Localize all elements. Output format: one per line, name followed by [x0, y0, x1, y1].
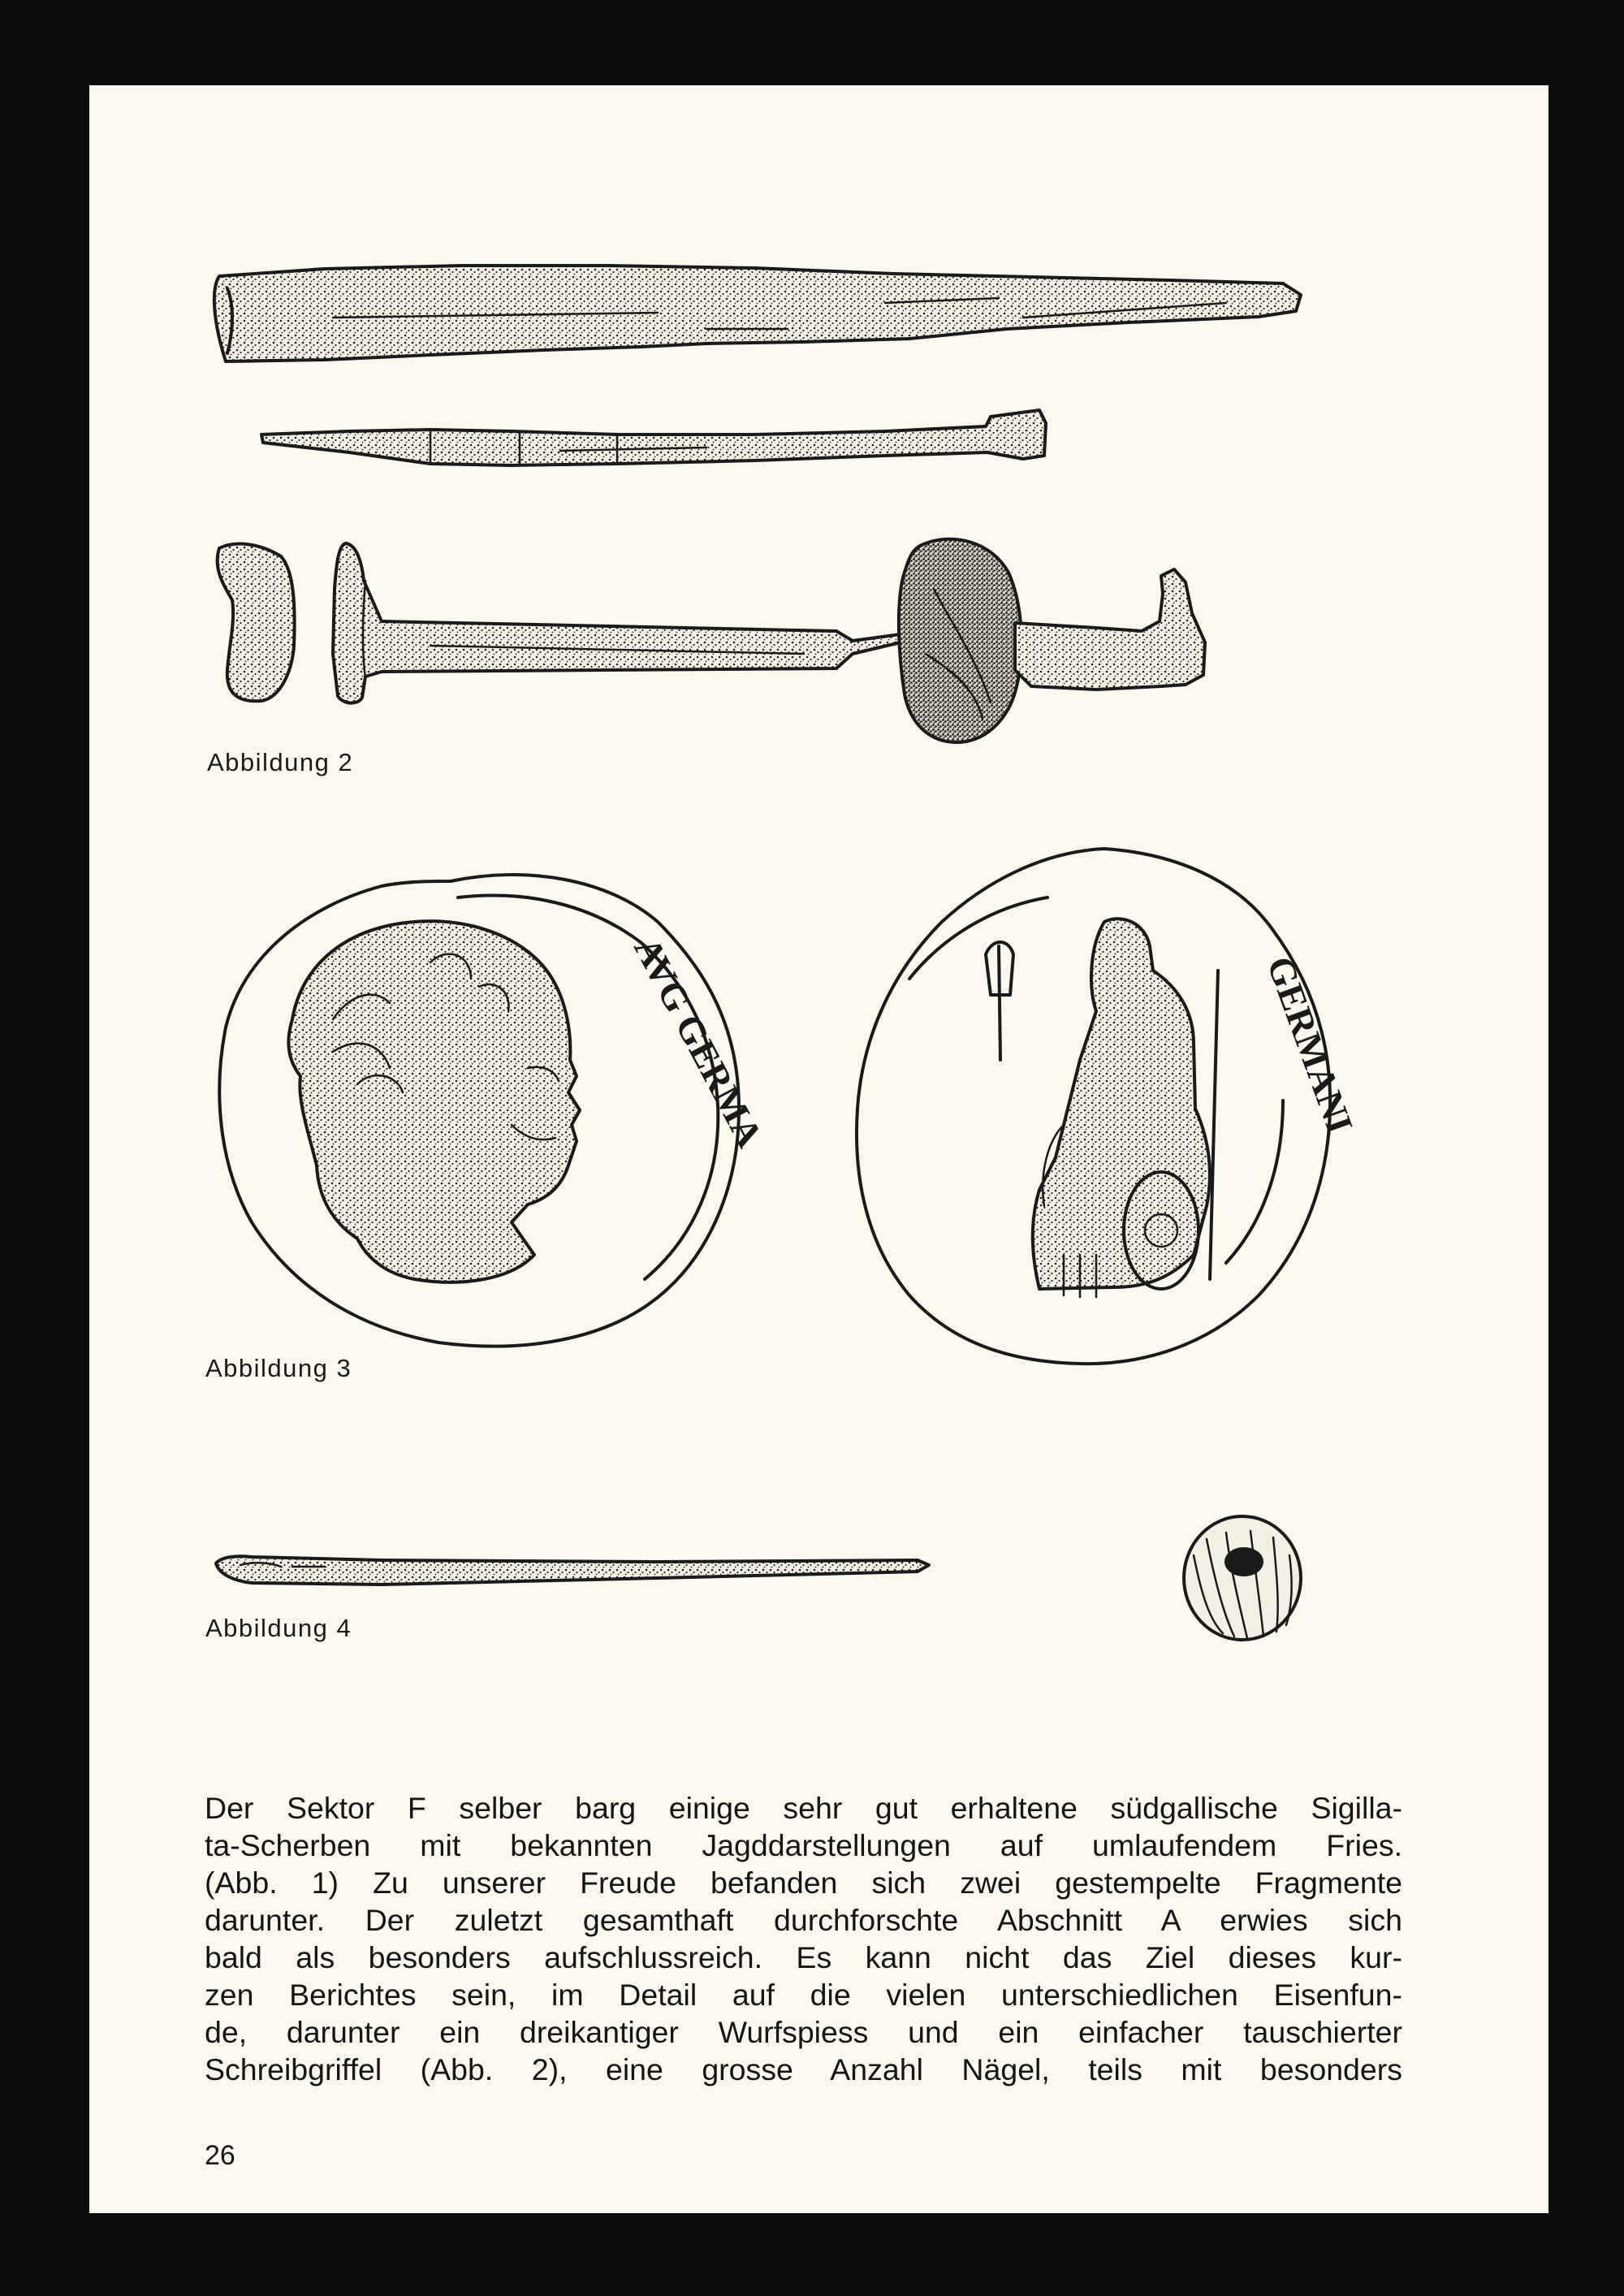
figure-4-needle-bead — [89, 1466, 1548, 1677]
coin-obverse-legend: AVG GERMA — [626, 930, 771, 1154]
figure-2-caption: Abbildung 2 — [207, 748, 354, 776]
text-line: Der Sektor F selber barg einige sehr gut erhaltene südgallische Sigilla- — [205, 1791, 1402, 1825]
figure-3-caption: Abbildung 3 — [205, 1354, 352, 1382]
nadel-drawing — [216, 1556, 929, 1585]
coin-reverse — [857, 849, 1361, 1364]
figure-4-caption: Abbildung 4 — [205, 1614, 352, 1642]
coin-reverse-legend: GERMANI — [1259, 950, 1362, 1139]
text-line: de, darunter ein dreikantiger Wurfspiess und ein einfacher tauschierter — [205, 2015, 1402, 2049]
text-line: Schreibgriffel (Abb. 2), eine grosse Anzahl Nägel, teils mit besonders — [205, 2052, 1402, 2086]
page-number: 26 — [205, 2140, 235, 2171]
text-line: (Abb. 1) Zu unserer Freude befanden sich zwei gestempelte Fragmente — [205, 1866, 1402, 1900]
document-page — [89, 85, 1548, 2213]
coin-obverse — [219, 875, 771, 1347]
text-line: bald als besonders aufschlussreich. Es kann nicht das Ziel dieses kur- — [205, 1940, 1402, 1974]
body-text — [205, 1789, 1402, 2088]
seated-figure — [1033, 919, 1210, 1289]
portrait-head — [288, 921, 580, 1282]
text-line: ta-Scherben mit bekannten Jagddarstellungen auf umlaufendem Fries. — [205, 1828, 1402, 1862]
figure-3-coin — [89, 85, 1548, 1466]
text-line: darunter. Der zuletzt gesamthaft durchforschte Abschnitt A erwies sich — [205, 1903, 1402, 1937]
text-line: zen Berichtes sein, im Detail auf die vielen unterschiedlichen Eisenfun- — [205, 1978, 1402, 2012]
perle-drawing — [1184, 1516, 1301, 1640]
